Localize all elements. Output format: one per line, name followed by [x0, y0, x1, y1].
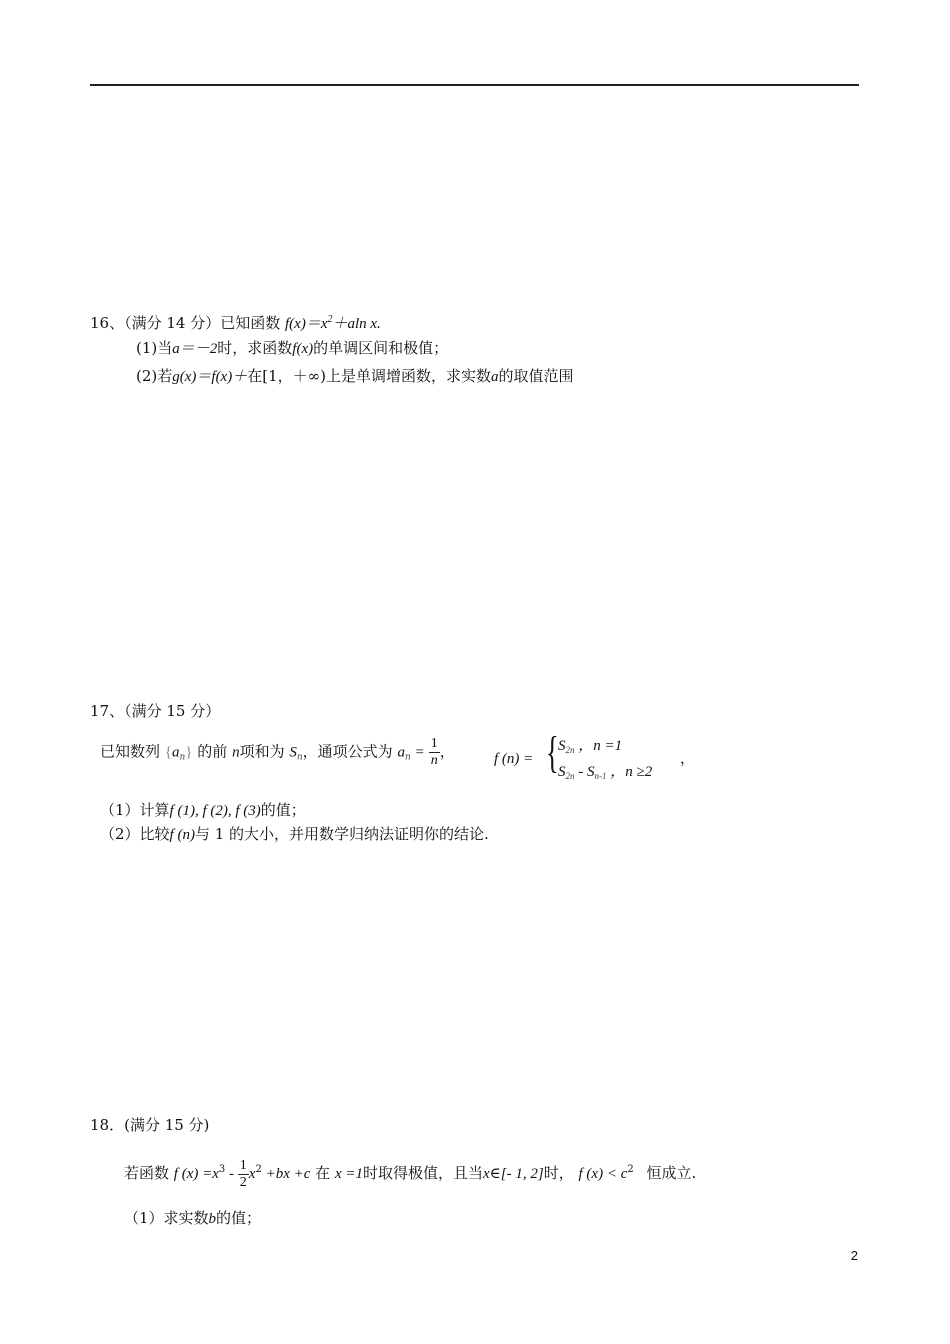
q16-part2-gx: g(x)＝f(x)＋ [172, 369, 248, 385]
q17-header-text: 17、（满分 15 分） [90, 702, 221, 720]
q18-post: 恒成立. [646, 1164, 697, 1182]
q17-case2-S: S [558, 764, 566, 780]
q17-n: n [232, 744, 240, 761]
q18-header-text: 18．(满分 15 分) [90, 1116, 210, 1134]
q17-statement: 已知数列 $\{a_n\}$ 的前 n项和为 $S_n$，通项公式为 $a_n$ = $\frac{1}{n}$ ， [100, 736, 455, 768]
q16-part1 [136, 338, 448, 359]
q17-stmt-end-text: ， [680, 749, 696, 767]
q17-fn [494, 749, 533, 769]
q17-eq: = [415, 744, 425, 761]
q18-minus: - [225, 1166, 238, 1182]
q17-seq-braces: { [164, 744, 172, 761]
q17-part1-vals: f (1), f (2), f (3) [169, 803, 261, 819]
q17-an2: a [397, 744, 405, 761]
q18-mid: 时取得极值，且当 [363, 1164, 484, 1182]
q18-ineq: f (x) < c [578, 1166, 628, 1182]
q17-case-1 [558, 736, 622, 760]
q16-part1-pre: (1)当 [136, 339, 173, 357]
q16-part2-mid: 在[1，＋∞)上是单调增函数，求实数 [247, 367, 491, 385]
q17-part2 [100, 824, 489, 845]
q17-stmt-1: 已知数列 [100, 742, 161, 761]
q17-Sn: S [289, 744, 297, 761]
q17-stmt-3: 项和为 [239, 742, 285, 761]
q17-case2-sub2: n-1 [594, 771, 607, 781]
q16-header [90, 310, 381, 334]
q17-part1-post: 的值； [260, 801, 306, 819]
q18-stmt-1: 若函数 [124, 1164, 170, 1182]
q17-frac-den: n [430, 753, 438, 768]
q17-stmt-end [680, 748, 695, 768]
q17-frac-num: 1 [430, 736, 438, 751]
q17-stmt-2: 的前 [197, 742, 228, 761]
q16-fx-rest: ＋aln x. [332, 316, 381, 332]
q16-part1-mid: 时，求函数 [217, 339, 293, 357]
q17-an: a [172, 744, 180, 761]
q16-fx: $f(x)=x^2+aln$ x. [285, 314, 381, 332]
page-number: 2 [850, 1248, 858, 1263]
q17-part1-pre: （1）计算 [100, 801, 170, 819]
q17-fraction [429, 736, 440, 769]
q17-case-2 [558, 762, 652, 786]
q17-case-brace: { [546, 728, 559, 777]
q17-fn-text: f (n) = [494, 751, 534, 767]
q17-case1-sub: 2n [565, 745, 575, 755]
q18-fraction [238, 1158, 249, 1191]
q17-part2-fn: f (n) [169, 827, 195, 843]
q17-case1-cond: ，n =1 [578, 738, 623, 754]
q18-part1 [124, 1208, 261, 1229]
q18-frac-den: 2 [239, 1174, 247, 1190]
q18-interval: x∈[- 1, 2] [483, 1166, 544, 1182]
q16-part1-a: a＝－2 [172, 341, 218, 357]
q18-fx: f (x) =x [173, 1166, 219, 1182]
q18-part1-b: b [208, 1211, 217, 1227]
q16-fx-text: f(x)＝x [285, 316, 328, 332]
q17-case2-sub: 2n [565, 771, 575, 781]
q17-part2-pre: （2）比较 [100, 825, 170, 843]
q18-part1-post: 的值； [216, 1209, 262, 1227]
q18-x1: x =1 [334, 1166, 363, 1182]
q18-rest: +bx +c [261, 1166, 311, 1182]
q16-part2-post: 的取值范围 [498, 367, 574, 385]
q16-header-text: 16、（满分 14 分）已知函数 [90, 314, 281, 332]
q18-at: 在 [315, 1164, 331, 1182]
q16-part1-post: 的单调区间和极值； [313, 339, 449, 357]
q16-part1-fx: f(x) [292, 341, 314, 357]
q17-stmt-4: ，通项公式为 [302, 742, 393, 761]
q18-when: 时， [543, 1164, 574, 1182]
q17-stmt-5: ， [439, 742, 455, 761]
q18-x2: x [248, 1166, 256, 1182]
q16-part2-pre: (2)若 [136, 367, 173, 385]
q17-part2-post: 与 1 的大小，并用数学归纳法证明你的结论. [194, 825, 489, 843]
q18-header [90, 1115, 209, 1135]
q17-case2-cond: ，n ≥2 [610, 764, 653, 780]
q16-part2 [136, 366, 573, 387]
q17-part1 [100, 800, 306, 821]
q18-statement: 若函数 f $(x) =x^3$ - $\frac{1}{2}$ $x^2 +bx +c$ 在 x =1时取得极值，且当x∈[- 1, 2]时， f $(x) < c^2$ 恒成立. [124, 1157, 697, 1190]
q17-case1-S: S [558, 738, 566, 754]
q16-part2-a: a [490, 369, 499, 385]
q17-seq-brace-close: } [185, 744, 193, 761]
q18-part1-pre: （1）求实数 [124, 1209, 209, 1227]
header-rule [90, 84, 859, 86]
q17-header [90, 701, 220, 721]
q17-case2-minus: - S [574, 764, 595, 780]
q18-frac-num: 1 [239, 1157, 247, 1173]
